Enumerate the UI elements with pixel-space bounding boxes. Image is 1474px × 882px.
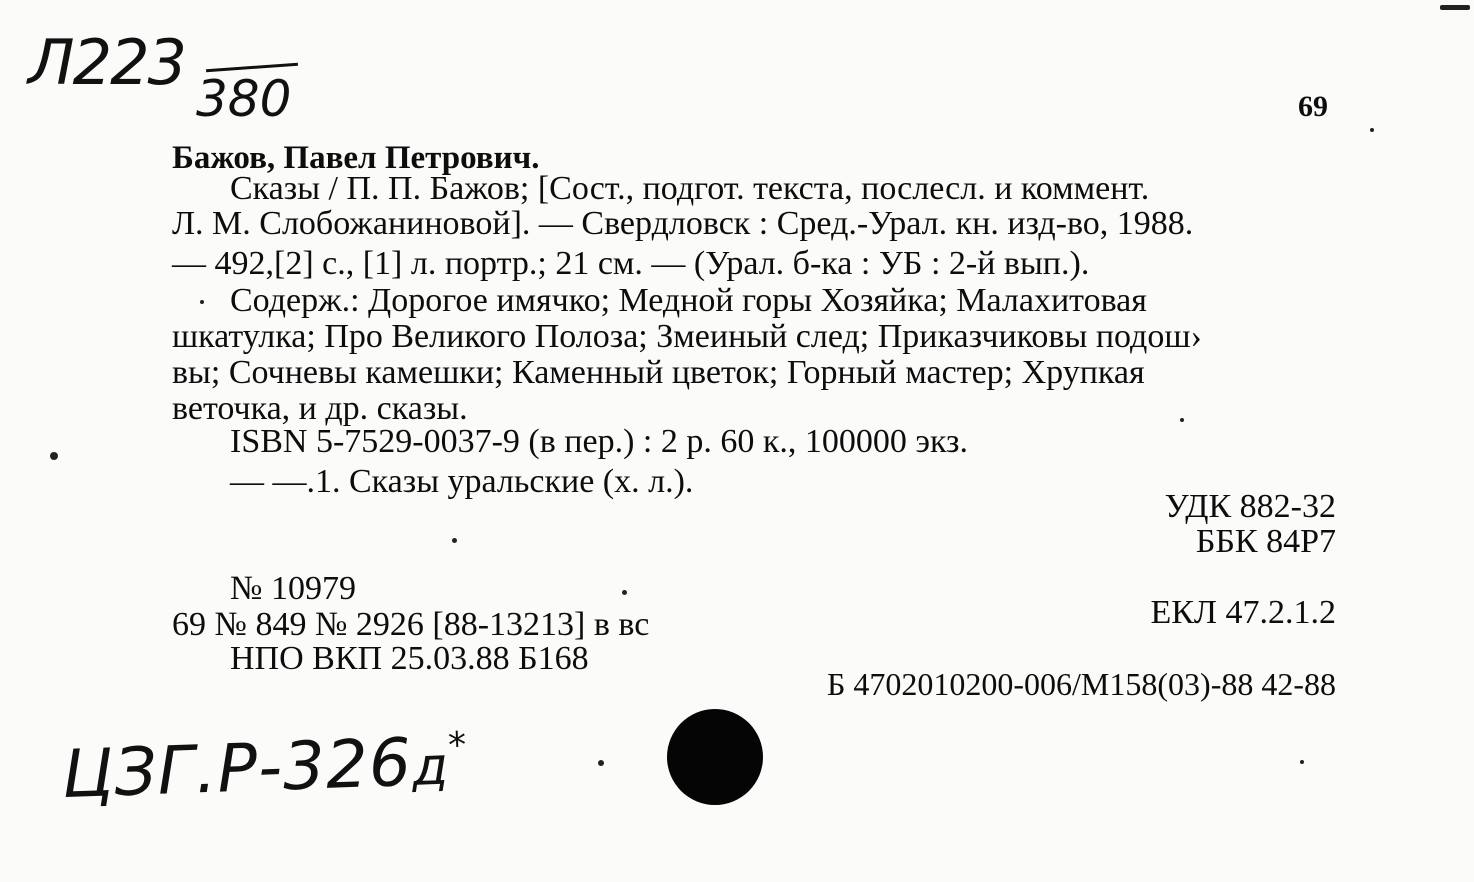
speck (200, 300, 204, 304)
ekl-code: ЕКЛ 47.2.1.2 (1150, 594, 1336, 631)
contents-line-4: веточка, и др. сказы. (172, 390, 468, 427)
speck (622, 590, 627, 595)
registry-number: № 10979 (230, 570, 356, 607)
isbn-line: ISBN 5-7529-0037-9 (в пер.) : 2 р. 60 к., 100000 экз. (230, 423, 968, 460)
speck (1180, 418, 1184, 422)
udk-code: УДК 882-32 (1164, 488, 1336, 525)
contents-line-1: Содерж.: Дорогое имячко; Медной горы Хозяйка; Малахитовая (230, 282, 1147, 319)
registry-line: 69 № 849 № 2926 [88-13213] в вс (172, 606, 650, 643)
speck (1300, 760, 1304, 764)
handwritten-shelfmark-bottom: ЦЗГ.Р-326д* (60, 723, 468, 814)
printer-line: НПО ВКП 25.03.88 Б168 (230, 640, 589, 677)
speck (1440, 5, 1470, 10)
contents-line-3: вы; Сочневы камешки; Каменный цветок; Горный мастер; Хрупкая (172, 354, 1145, 391)
bbk-code: ББК 84Р7 (1195, 523, 1336, 560)
handwritten-shelfmark-top: Л223 (28, 26, 185, 99)
speck (452, 538, 457, 543)
publisher-code: Б 4702010200-006/М158(03)-88 42-88 (827, 666, 1336, 702)
page-number: 69 (1298, 90, 1328, 123)
author-heading: Бажов, Павел Петрович. (172, 140, 540, 176)
speck (1370, 128, 1374, 132)
description-line-2: Л. М. Слобожаниновой]. — Свердловск : Сред.-Урал. кн. изд-во, 1988. (172, 205, 1194, 242)
description-line-1: Сказы / П. П. Бажов; [Сост., подгот. текста, послесл. и коммент. (230, 170, 1150, 207)
card-punch-hole (667, 709, 763, 805)
speck (598, 760, 604, 766)
handwritten-shelfmark-sub: 380 (196, 70, 292, 128)
subject-line: — —.1. Сказы уральские (х. л.). (230, 463, 694, 500)
speck (50, 452, 58, 460)
description-line-3: — 492,[2] с., [1] л. портр.; 21 см. — (Урал. б-ка : УБ : 2-й вып.). (172, 245, 1090, 282)
contents-line-2: шкатулка; Про Великого Полоза; Змеиный след; Приказчиковы подош› (172, 318, 1202, 355)
